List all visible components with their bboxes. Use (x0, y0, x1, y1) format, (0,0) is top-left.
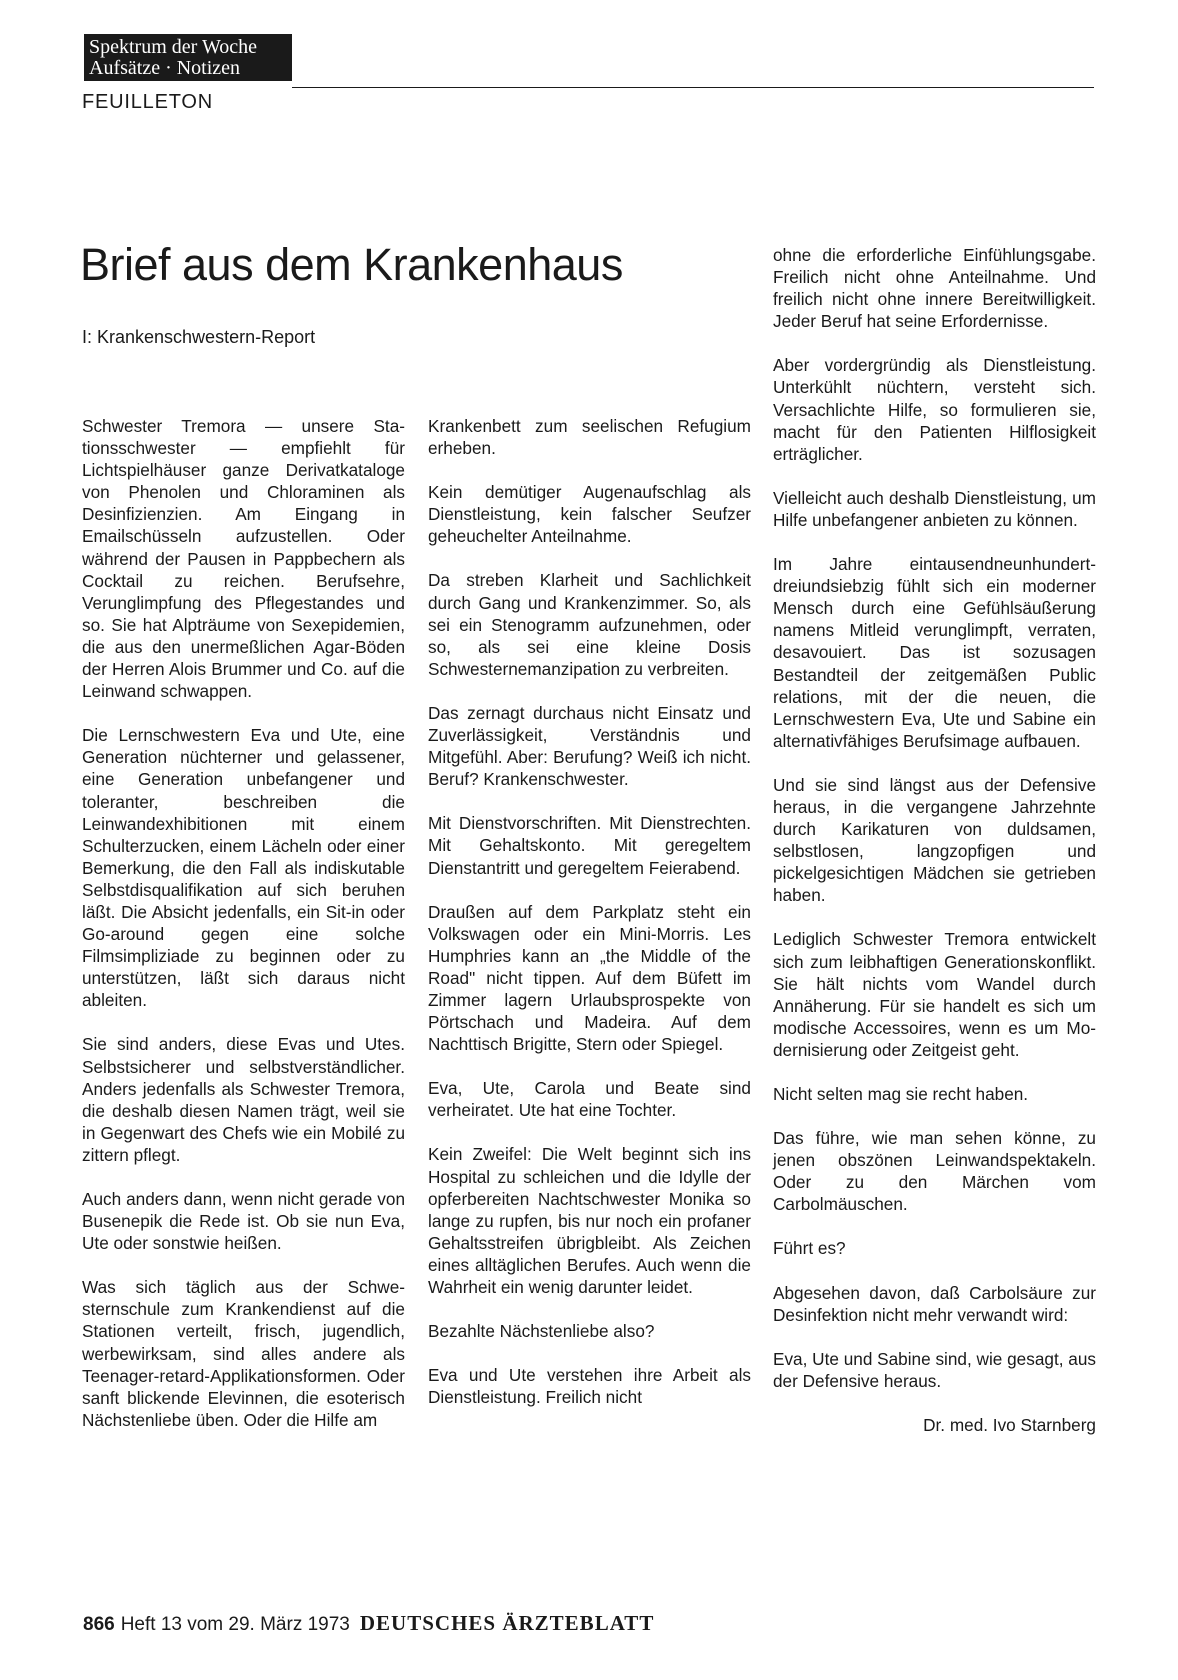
paragraph: Vielleicht auch deshalb Dienstleistung, um Hilfe unbefangener anbieten zu können. (773, 487, 1096, 530)
paragraph: Kein demütiger Augenaufschlag als Dienstleistung, kein falscher Seufzer geheuchelter Anteilnahme. (428, 482, 751, 547)
paragraph: Und sie sind längst aus der Defensive heraus, in die vergangene Jahrzehnte durch Karikaturen von duldsamen, selbstlosen, langzopfigen und pickelgesichtigen Mädchen sie getrieben haben. (773, 774, 1096, 906)
paragraph: Kein Zweifel: Die Welt beginnt sich ins Hospital zu schleichen und die Idylle der opferbereiten Nachtschwester Monika so lange zu rupfen, bis nur noch ein profaner Gehaltsstreifen übrigbleibt. Als Zeichen eines alltäglichen Berufes. Auch wenn die Wahrheit ein wenig darunter leidet. (428, 1144, 751, 1297)
paragraph: Da streben Klarheit und Sachlichkeit durch Gang und Krankenzimmer. So, als sei ein Stenogramm aufzunehmen, oder so, als sei eine kleine Dosis Schwesternemanzipation zu verbreiten. (428, 570, 751, 679)
paragraph: ohne die erforderliche Einfühlungsgabe. Freilich nicht ohne Anteilnahme. Und freilich nicht ohne innere Bereitwilligkeit. Jeder Beruf hat seine Erfordernisse. (773, 245, 1096, 332)
section-badge (84, 34, 292, 81)
section-label: FEUILLETON (82, 91, 213, 113)
paragraph: Mit Dienstvorschriften. Mit Dienstrechten. Mit Gehaltskonto. Mit geregeltem Dienstantritt und geregeltem Feierabend. (428, 813, 751, 878)
text-column-3 (773, 244, 1096, 1458)
paragraph: Eva und Ute verstehen ihre Arbeit als Dienstleistung. Freilich nicht (428, 1365, 751, 1408)
magazine-name: DEUTSCHES ÄRZTEBLATT (359, 1611, 655, 1635)
paragraph: Krankenbett zum seelischen Refugium erheben. (428, 416, 751, 459)
paragraph: Eva, Ute und Sabine sind, wie gesagt, aus der Defensive heraus. (773, 1348, 1096, 1391)
paragraph: Im Jahre eintausendneunhundertdreiundsiebzig fühlt sich ein moderner Mensch durch eine Gefühlsäußerung namens Mitleid verunglimpft, verraten, desavouiert. Das ist sozusagen Bestandteil der zeitgemäßen Public relations, mit der die neuen, die Lernschwestern Eva, Ute und Sabine ein alternativfähiges Berufsimage aufbauen. (773, 554, 1096, 751)
paragraph: Nicht selten mag sie recht haben. (773, 1084, 1029, 1104)
badge-line-2: Aufsätze · Notizen (89, 57, 241, 79)
paragraph: Lediglich Schwester Tremora entwickelt sich zum leibhaftigen Generationskonflikt. Sie hält nichts vom Wandel durch Annäherung. Für sie handelt es sich um modische Accessoires, wenn es um Modernisierung oder Zeitgeist geht. (773, 929, 1096, 1060)
page-number: 866 (83, 1614, 115, 1635)
paragraph: Führt es? (773, 1238, 846, 1259)
paragraph: Was sich täglich aus der Schwesternschule zum Krankendienst auf die Stationen verteilt, frisch, jugendlich, werbewirksam, sind alles andere als Teenager-retard-Applikationsformen. Oder sanft blickende Elevinnen, die esoterisch Nächstenliebe üben. Oder die Hilfe am (82, 1277, 405, 1430)
article-title: Brief aus dem Krankenhaus (80, 239, 623, 290)
paragraph: Das führe, wie man sehen könne, zu jenen obszönen Leinwandspektakeln. Oder zu den Märchen vom Carbolmäuschen. (773, 1128, 1096, 1215)
header-rule (292, 87, 1094, 88)
paragraph: Abgesehen davon, daß Carbolsäure zur Desinfektion nicht mehr verwandt wird: (773, 1282, 1096, 1325)
text-column-2 (428, 415, 751, 1430)
paragraph: Aber vordergründig als Dienstleistung. Unterkühlt nüchtern, versteht sich. Versachlichte Hilfe, so formulieren sie, macht für den Patienten Hilflosigkeit erträglicher. (773, 355, 1096, 464)
paragraph: Bezahlte Nächstenliebe also? (428, 1321, 655, 1342)
paragraph: Das zernagt durchaus nicht Einsatz und Zuverlässigkeit, Verständnis und Mitgefühl. Aber: Berufung? Weiß ich nicht. Beruf? Krankenschwester. (428, 702, 751, 790)
issue-info: Heft 13 vom 29. März 1973 (120, 1614, 350, 1635)
article-subtitle: I: Krankenschwestern-Report (82, 327, 316, 347)
text-column-1 (82, 415, 405, 1453)
paragraph: Eva, Ute, Carola und Beate sind verheiratet. Ute hat eine Tochter. (428, 1078, 751, 1121)
paragraph: Draußen auf dem Parkplatz steht ein Volkswagen oder ein Mini-Morris. Les Humphries kann an „the Middle of the Road" nicht tippen. Auf dem Büfett im Zimmer lagern Urlaubsprospekte von Pörtschach und Madeira. Auf dem Nachttisch Brigitte, Stern oder Spiegel. (428, 901, 751, 1055)
author-signature: Dr. med. Ivo Starnberg (923, 1414, 1096, 1435)
page-footer (83, 1611, 654, 1636)
badge-line-1: Spektrum der Woche (89, 36, 257, 58)
paragraph: Schwester Tremora — unsere Stationsschwester — empfiehlt für Lichtspielhäuser ganze Derivatkataloge von Phenolen und Chloraminen als Desinfizienzien. Am Eingang in Emailschüsseln aufzustellen. Oder während der Pausen in Pappbechern als Cocktail zu reichen. Berufsehre, Verunglimpfung des Pflegestandes und so. Sie hat Alpträume von Sexepidemien, die aus den unermeßlichen Agar-Böden der Herren Alois Brummer und Co. auf die Leinwand schwappen. (82, 416, 405, 702)
paragraph: Auch anders dann, wenn nicht gerade von Busenepik die Rede ist. Ob sie nun Eva, Ute oder sonstwie heißen. (82, 1189, 405, 1254)
paragraph: Die Lernschwestern Eva und Ute, eine Generation nüchterner und gelassener, eine Generation unbefangener und toleranter, beschreiben die Leinwandexhibitionen mit einem Schulterzucken, einem Lächeln oder einer Bemerkung, die den Fall als indiskutable Selbstdisqualifikation auf sich beruhen läßt. Die Absicht jedenfalls, ein Sit-in oder Go-around gegen eine solche Filmsimpliziade zu beginnen oder zu unterstützen, läßt sich daraus nicht ableiten. (82, 725, 405, 1011)
paragraph: Sie sind anders, diese Evas und Utes. Selbstsicherer und selbstverständlicher. Anders jedenfalls als Schwester Tremora, die deshalb diesen Namen trägt, weil sie in Gegenwart des Chefs wie ein Mobilé zu zittern pflegt. (82, 1034, 405, 1165)
